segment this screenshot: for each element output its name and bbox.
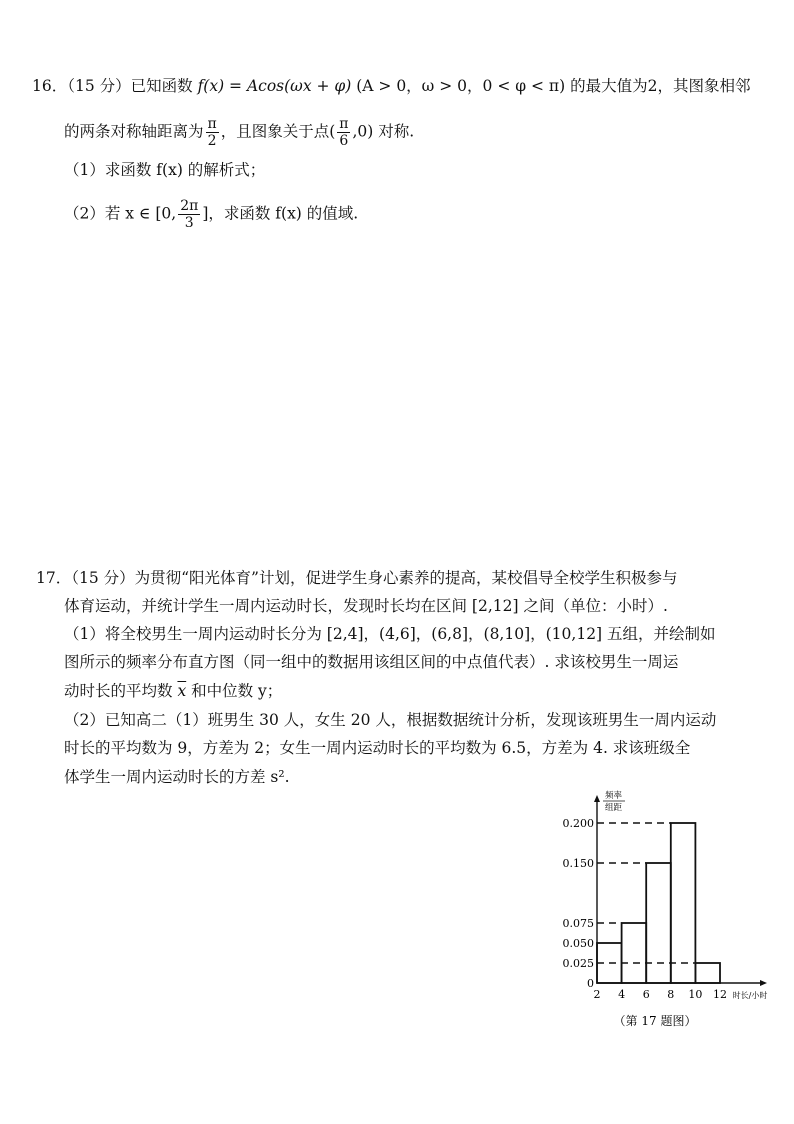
x-axis-arrow xyxy=(760,980,767,986)
q17-line-6: （2）已知高二（1）班男生 30 人，女生 20 人，根据数据统计分析，发现该班男生一周内运动 xyxy=(64,711,717,729)
q17-line-3: （1）将全校男生一周内运动时长分为 [2,4]，(4,6]，(6,8]，(8,10]，(10,12] 五组，并绘制如 xyxy=(64,625,716,643)
histogram-bar xyxy=(622,923,647,983)
q17-line-5-a: 动时长的平均数 xyxy=(64,682,178,700)
y-tick-label: 0.050 xyxy=(562,937,594,950)
q16-fraction-2pi-3: $\frac{2\pi}{3}$ xyxy=(180,198,199,231)
q16-number: 16．（15 分）已知函数 xyxy=(32,77,198,95)
q16-line-2-c: ,0) 对称. xyxy=(352,122,415,141)
q17-line-4: 图所示的频率分布直方图（同一组中的数据用该组区间的中点值代表）. 求该校男生一周运 xyxy=(64,653,679,671)
q16-line-1 xyxy=(32,76,750,96)
q16-part-2-a: （2）若 x ∈ [0, xyxy=(64,204,177,223)
histogram-bar xyxy=(646,863,671,983)
q17-line-1: 17．（15 分）为贯彻“阳光体育”计划，促进学生身心素养的提高，某校倡导全校学生积极参与 xyxy=(36,569,678,587)
y-axis-label-top: 频率 xyxy=(605,791,623,801)
q16-fraction-pi-2: $\frac{\pi}{2}$ xyxy=(207,116,217,149)
q16-conditions: (A > 0，ω > 0，0 < φ < π) xyxy=(351,77,566,95)
x-tick-label: 4 xyxy=(618,988,626,1001)
q16-part-2-b: ]，求函数 f(x) 的值域. xyxy=(202,204,359,223)
x-tick-label: 8 xyxy=(667,988,675,1001)
q17-mean-symbol: $\overline{x}$ xyxy=(177,682,187,700)
q16-line-2-b: ，且图象关于点( xyxy=(220,122,336,141)
q17-line-5-b: 和中位数 y； xyxy=(186,682,283,700)
y-tick-label: 0.200 xyxy=(562,817,594,830)
q17-line-7: 时长的平均数为 9，方差为 2；女生一周内运动时长的平均数为 6.5，方差为 4. 求该班级全 xyxy=(64,739,691,757)
x-tick-label: 2 xyxy=(593,988,601,1001)
histogram-bar xyxy=(695,963,720,983)
q17-line-5 xyxy=(64,681,282,701)
y-axis-label-bottom: 组距 xyxy=(605,803,623,813)
histogram-bar xyxy=(671,823,696,983)
y-axis-arrow xyxy=(594,795,600,802)
y-tick-label: 0.075 xyxy=(562,917,594,930)
x-tick-label: 10 xyxy=(688,988,703,1001)
q16-fraction-pi-6: $\frac{\pi}{6}$ xyxy=(339,116,349,149)
q16-part-2 xyxy=(64,198,358,231)
q16-function-formula: f(x) = Acos(ωx + φ) xyxy=(197,77,352,95)
q16-line-2 xyxy=(64,116,414,149)
x-tick-label: 12 xyxy=(713,988,727,1001)
chart-caption: （第 17 题图） xyxy=(613,1014,697,1028)
q16-line-1-tail: 的最大值为2，其图象相邻 xyxy=(565,77,751,95)
x-tick-label: 6 xyxy=(642,988,650,1001)
frequency-histogram xyxy=(555,782,785,1042)
x-axis-label: 时长/小时 xyxy=(732,991,768,1000)
q16-line-2-a: 的两条对称轴距离为 xyxy=(64,122,204,141)
y-tick-label: 0 xyxy=(587,977,594,990)
y-tick-label: 0.025 xyxy=(562,957,594,970)
q17-line-2: 体育运动，并统计学生一周内运动时长，发现时长均在区间 [2,12] 之间（单位：小时）. xyxy=(64,597,668,615)
q16-part-1: （1）求函数 f(x) 的解析式； xyxy=(64,161,266,179)
y-tick-label: 0.150 xyxy=(562,857,594,870)
q17-line-8: 体学生一周内运动时长的方差 s². xyxy=(64,768,290,786)
